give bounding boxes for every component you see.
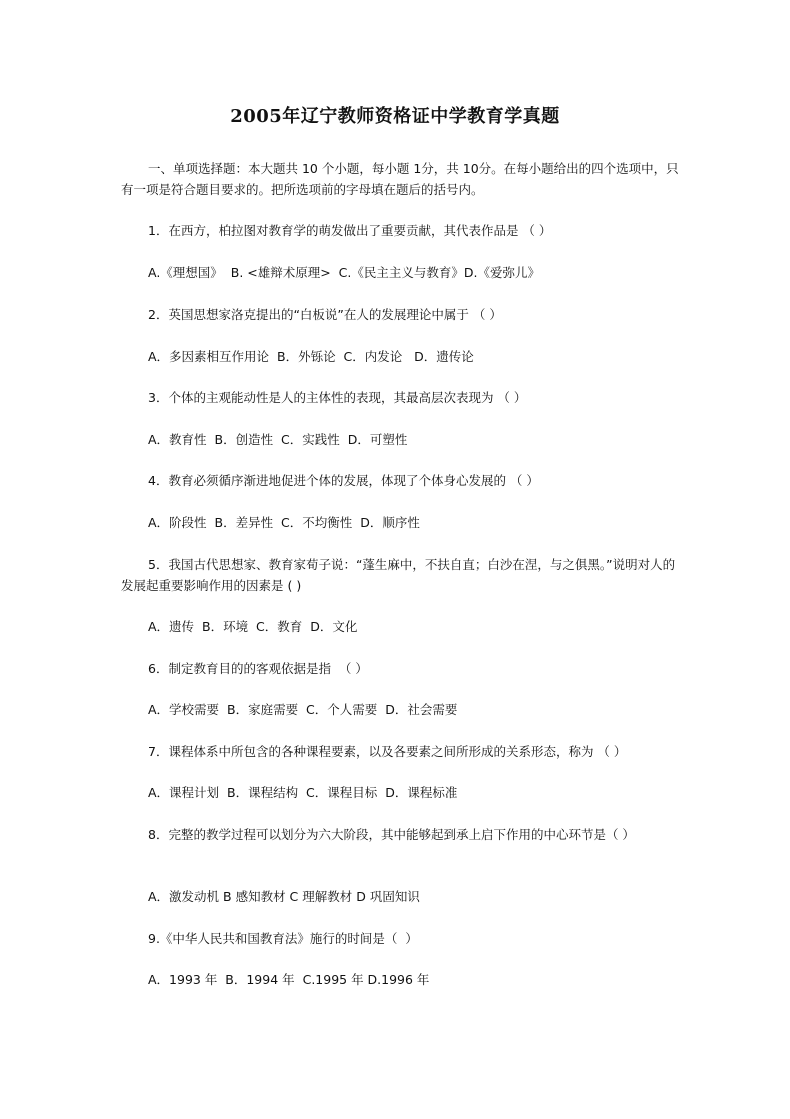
question-7-options: A．课程计划 B．课程结构 C．课程目标 D．课程标准 [148,785,458,800]
question-6-stem: 6．制定教育目的的客观依据是指 （ ） [148,661,368,676]
question-1-stem: 1．在西方，柏拉图对教育学的萌发做出了重要贡献，其代表作品是 （ ） [148,223,552,238]
question-9-stem: 9.《中华人民共和国教育法》施行的时间是（ ） [148,931,418,946]
question-6-options: A．学校需要 B．家庭需要 C．个人需要 D．社会需要 [148,702,458,717]
question-5-stem: 5．我国古代思想家、教育家荀子说：“蓬生麻中，不扶自直；白沙在涅，与之俱黑。”说明对人的发展起重要影响作用的因素是 ( ) [121,557,676,593]
section-instructions: 一、单项选择题：本大题共 10 个小题，每小题 1分，共 10分。在每小题给出的四个选项中，只有一项是符合题目要求的。把所选项前的字母填在题后的括号内。 [121,161,679,197]
question-7-stem: 7．课程体系中所包含的各种课程要素，以及各要素之间所形成的关系形态，称为 （ ） [148,744,627,759]
question-8-stem: 8．完整的教学过程可以划分为六大阶段，其中能够起到承上启下作用的中心环节是（ ） [148,827,635,842]
question-3-options: A．教育性 B．创造性 C．实践性 D．可塑性 [148,432,408,447]
question-8-options: A．激发动机 B 感知教材 C 理解教材 D 巩固知识 [148,889,420,904]
question-1-options: A.《理想国》 B. <雄辩术原理> C.《民主主义与教育》D.《爱弥儿》 [148,265,540,280]
question-2-stem: 2．英国思想家洛克提出的“白板说”在人的发展理论中属于 （ ） [148,307,502,322]
question-5-options: A．遗传 B．环境 C．教育 D．文化 [148,619,358,634]
question-4-stem: 4．教育必须循序渐进地促进个体的发展，体现了个体身心发展的 （ ） [148,473,539,488]
question-4-options: A．阶段性 B．差异性 C．不均衡性 D．顺序性 [148,515,420,530]
question-3-stem: 3．个体的主观能动性是人的主体性的表现，其最高层次表现为 （ ） [148,390,527,405]
document-title: 2005年辽宁教师资格证中学教育学真题 [230,106,560,127]
question-9-options: A．1993 年 B．1994 年 C.1995 年 D.1996 年 [148,972,430,987]
question-2-options: A．多因素相互作用论 B．外铄论 C．内发论 D．遗传论 [148,349,474,364]
